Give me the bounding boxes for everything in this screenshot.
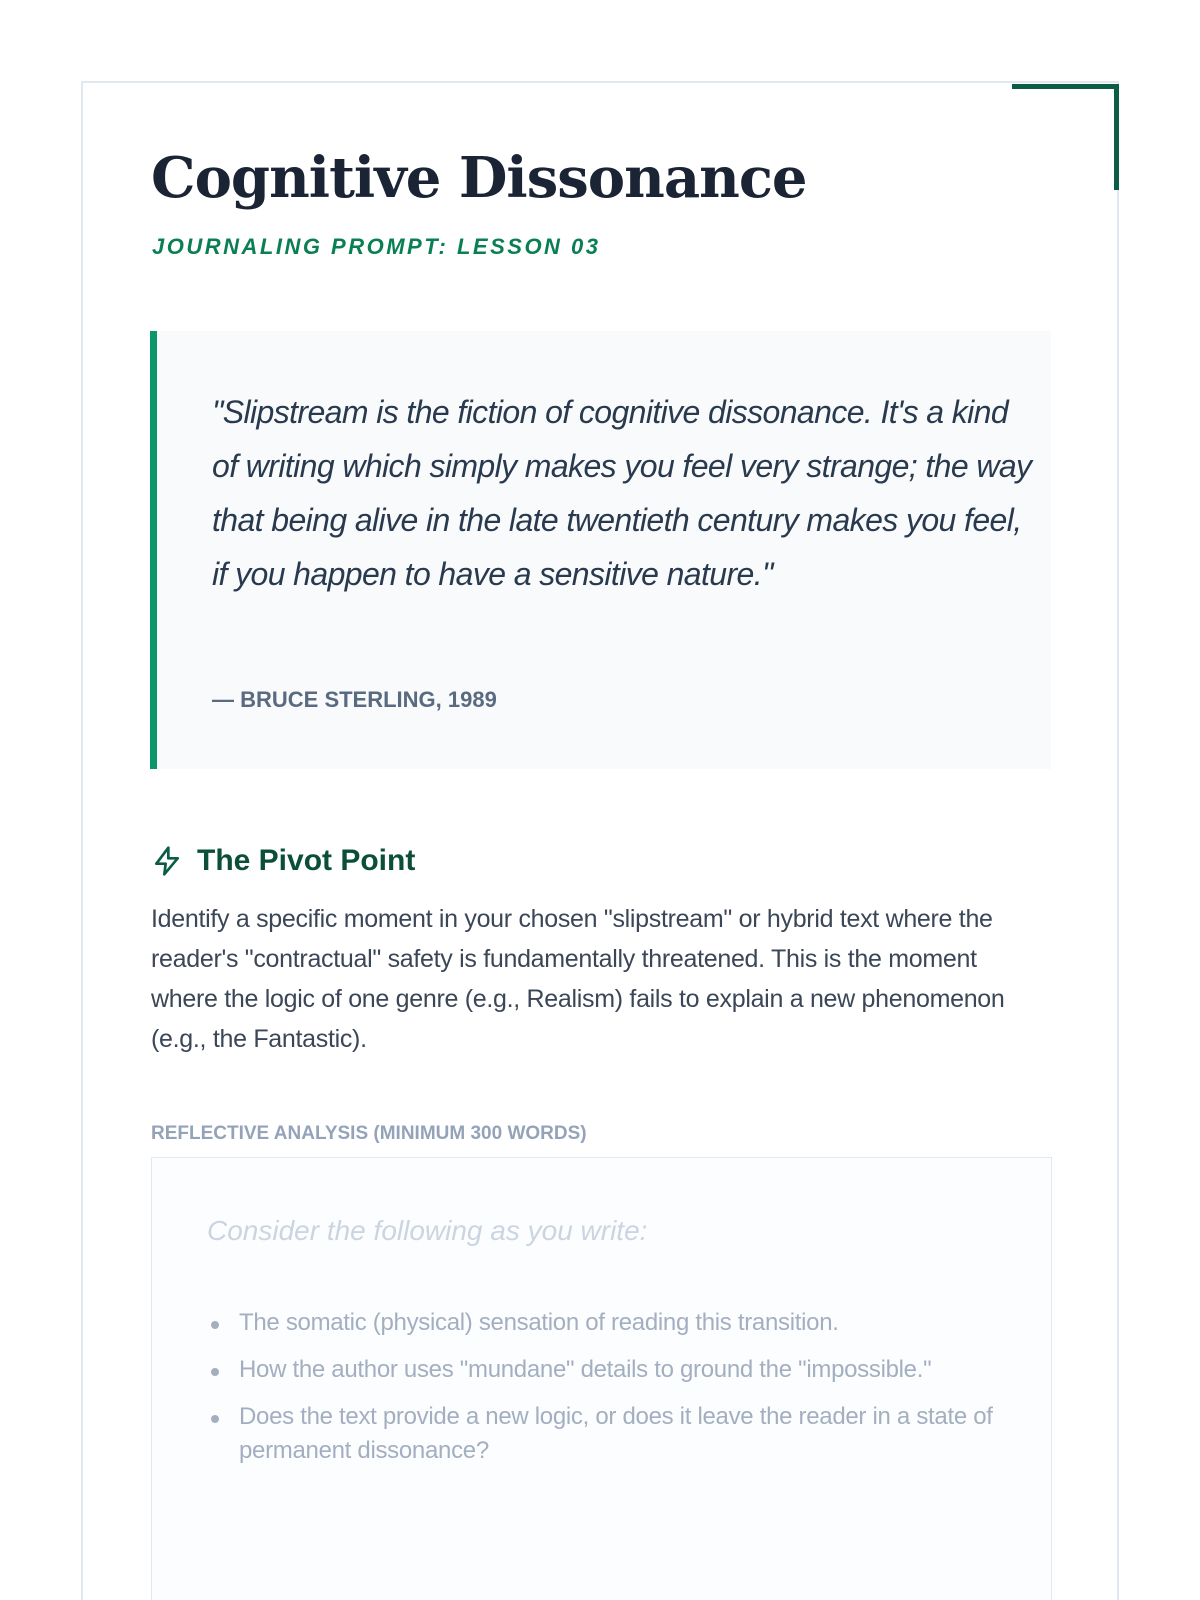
quote-attribution: — BRUCE STERLING, 1989 [212,687,497,712]
quote-text: "Slipstream is the fiction of cognitive dissonance. It's a kind of writing which simply makes you feel very strange; the way that being alive in the late twentieth century makes you feel, if you happen to have a sensitive nature." [212,394,1032,592]
pivot-title: The Pivot Point [197,844,416,877]
list-item: The somatic (physical) sensation of reading this transition. [239,1306,1039,1340]
lesson-subtitle: JOURNALING PROMPT: LESSON 03 [152,234,601,259]
response-label: REFLECTIVE ANALYSIS (MINIMUM 300 WORDS) [151,1123,587,1144]
pivot-description: Identify a specific moment in your chosen "slipstream" or hybrid text where the reader's "contractual" safety is fundamentally threatened. This is the moment where the logic of one genre (e.g., Realism) fails to explain a new phenomenon (e.g., the Fantastic). [151,905,1005,1053]
writing-hints [205,1306,1039,1481]
lightning-icon [151,845,183,877]
list-item: Does the text provide a new logic, or does it leave the reader in a state of permanent dissonance? [239,1400,1039,1468]
placeholder-lead: Consider the following as you write: [207,1215,648,1246]
page-title: Cognitive Dissonance [151,145,807,211]
list-item: How the author uses "mundane" details to ground the "impossible." [239,1353,1039,1387]
pivot-heading [151,844,415,878]
corner-accent [1012,84,1119,190]
